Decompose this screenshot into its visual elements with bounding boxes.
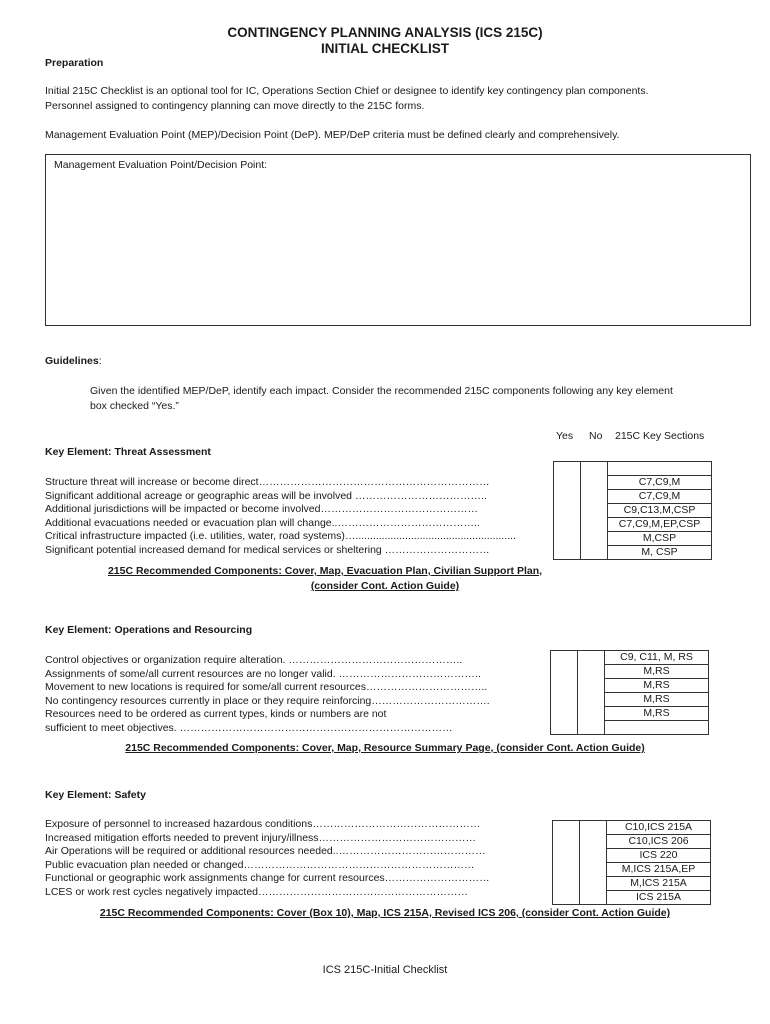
column-key-sections-header: 215C Key Sections bbox=[615, 430, 705, 442]
safety-section-cell: M,ICS 215A,EP bbox=[607, 863, 711, 877]
preparation-text-line2: Personnel assigned to contingency planning can move directly to the 215C forms. bbox=[45, 100, 425, 112]
safety-section-cell: ICS 220 bbox=[607, 849, 711, 863]
operations-item: Movement to new locations is required for some/all current resources…………………………….. bbox=[45, 681, 488, 694]
threat-section-cell: C9,C13,M,CSP bbox=[608, 504, 712, 518]
safety-section-cell: M,ICS 215A bbox=[607, 877, 711, 891]
guidelines-heading bbox=[45, 354, 102, 369]
operations-heading: Key Element: Operations and Resourcing bbox=[45, 624, 253, 636]
safety-recommended: 215C Recommended Components: Cover (Box 10), Map, ICS 215A, Revised ICS 206, (consider Cont. Action Guide) bbox=[99, 907, 671, 919]
threat-yes-column[interactable] bbox=[554, 462, 581, 560]
safety-item: Increased mitigation efforts needed to prevent injury/illness……………………………………… bbox=[45, 831, 477, 844]
operations-recommended: 215C Recommended Components: Cover, Map, Resource Summary Page, (consider Cont. Action Guide) bbox=[125, 742, 645, 754]
safety-item: Air Operations will be required or additional resources needed..…………………………………… bbox=[45, 845, 486, 858]
operations-no-column[interactable] bbox=[578, 651, 605, 735]
threat-item: Critical infrastructure impacted (i.e. utilities, water, road systems)…....................................................... bbox=[45, 530, 516, 543]
safety-yes-column[interactable] bbox=[553, 821, 580, 905]
safety-item: Functional or geographic work assignments change for current resources………………………… bbox=[45, 872, 490, 885]
operations-section-cell: C9, C11, M, RS bbox=[605, 651, 709, 665]
threat-section-cell: C7,C9,M bbox=[608, 476, 712, 490]
safety-no-column[interactable] bbox=[580, 821, 607, 905]
safety-section-cell: ICS 215A bbox=[607, 891, 711, 905]
safety-item: Exposure of personnel to increased hazardous conditions………………………………………… bbox=[45, 818, 481, 830]
safety-checkbox-grid bbox=[552, 820, 711, 905]
safety-section-cell: C10,ICS 215A bbox=[607, 821, 711, 835]
mep-decision-point-box[interactable] bbox=[45, 154, 751, 326]
threat-recommended-line2: (consider Cont. Action Guide) bbox=[310, 580, 460, 592]
guidelines-text-line2: box checked “Yes.” bbox=[90, 400, 179, 412]
operations-section-cell: M,RS bbox=[605, 679, 709, 693]
threat-recommended-line1: 215C Recommended Components: Cover, Map, Evacuation Plan, Civilian Support Plan, bbox=[107, 565, 543, 577]
safety-section-cell: C10,ICS 206 bbox=[607, 835, 711, 849]
threat-assessment-heading: Key Element: Threat Assessment bbox=[45, 446, 211, 458]
threat-section-spacer bbox=[608, 462, 712, 476]
operations-items bbox=[45, 654, 540, 736]
threat-no-column[interactable] bbox=[581, 462, 608, 560]
column-no-header: No bbox=[589, 430, 603, 442]
threat-items bbox=[45, 476, 543, 558]
operations-item: Control objectives or organization require alteration. ………………………………………….. bbox=[45, 654, 463, 666]
safety-item: Public evacuation plan needed or changed………………………………………………………… bbox=[45, 858, 475, 871]
operations-checkbox-grid bbox=[550, 650, 709, 735]
guidelines-colon: : bbox=[98, 355, 102, 367]
threat-item: Significant additional acreage or geographic areas will be involved ……………………………….. bbox=[45, 489, 487, 502]
operations-section-spacer bbox=[605, 721, 709, 735]
operations-section-cell: M,RS bbox=[605, 707, 709, 721]
safety-items bbox=[45, 818, 540, 900]
preparation-heading: Preparation bbox=[45, 57, 104, 69]
operations-item: Resources need to be ordered as current types, kinds or numbers are not bbox=[45, 708, 387, 721]
safety-heading: Key Element: Safety bbox=[45, 789, 146, 801]
page-title: CONTINGENCY PLANNING ANALYSIS (ICS 215C) bbox=[227, 25, 543, 40]
threat-checkbox-grid bbox=[553, 461, 712, 560]
threat-section-cell: C7,C9,M bbox=[608, 490, 712, 504]
operations-item: sufficient to meet objectives. …………………………………………………………………… bbox=[45, 721, 453, 734]
threat-section-cell: M,CSP bbox=[608, 532, 712, 546]
threat-item: Structure threat will increase or become direct………………………………………………………… bbox=[45, 476, 490, 488]
operations-item: Assignments of some/all current resources are no longer valid. ………………………………….. bbox=[45, 667, 481, 680]
mep-definition-text: Management Evaluation Point (MEP)/Decision Point (DeP). MEP/DeP criteria must be defined clearly and comprehensively. bbox=[45, 129, 620, 141]
threat-section-cell: C7,C9,M,EP,CSP bbox=[608, 518, 712, 532]
operations-item: No contingency resources currently in place or they require reinforcing……………………………. bbox=[45, 694, 490, 707]
operations-section-cell: M,RS bbox=[605, 693, 709, 707]
mep-box-label: Management Evaluation Point/Decision Point: bbox=[54, 159, 268, 171]
preparation-text-line1: Initial 215C Checklist is an optional tool for IC, Operations Section Chief or designee to identify key contingency plan components. bbox=[45, 85, 649, 97]
threat-item: Additional jurisdictions will be impacted or become involved……………………………………… bbox=[45, 503, 478, 516]
threat-item: Additional evacuations needed or evacuation plan will change..………………………………….. bbox=[45, 516, 480, 529]
page-subtitle: INITIAL CHECKLIST bbox=[321, 41, 449, 56]
operations-section-cell: M,RS bbox=[605, 665, 709, 679]
threat-section-cell: M, CSP bbox=[608, 546, 712, 560]
safety-item: LCES or work rest cycles negatively impacted…………………………………………………… bbox=[45, 885, 468, 898]
guidelines-heading-text: Guidelines bbox=[45, 355, 99, 367]
column-yes-header: Yes bbox=[556, 430, 574, 442]
operations-yes-column[interactable] bbox=[551, 651, 578, 735]
guidelines-text-line1: Given the identified MEP/DeP, identify each impact. Consider the recommended 215C components following any key element bbox=[90, 385, 673, 397]
threat-item: Significant potential increased demand for medical services or sheltering ………………………… bbox=[45, 543, 490, 556]
page-footer: ICS 215C-Initial Checklist bbox=[322, 964, 448, 976]
